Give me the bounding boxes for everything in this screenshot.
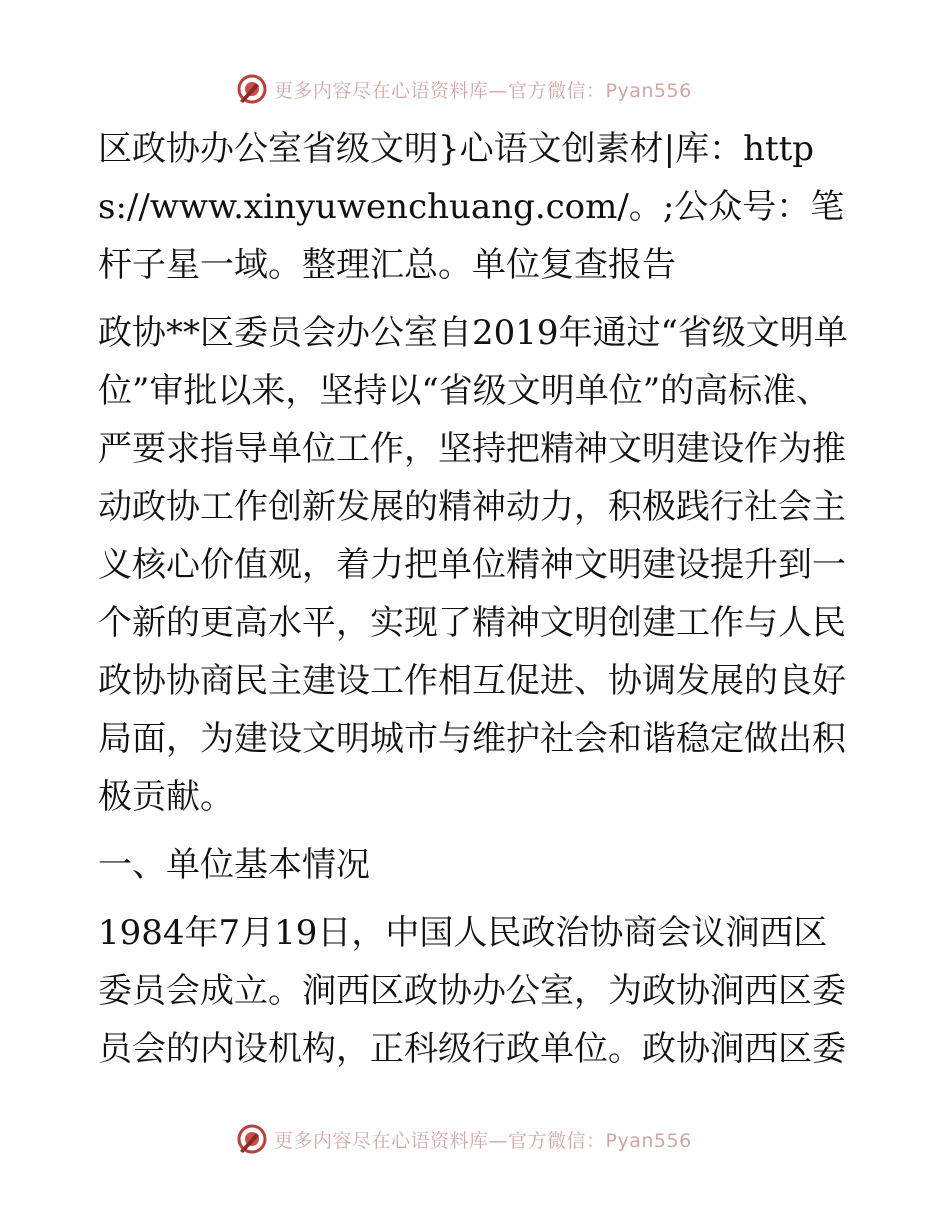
logo-icon <box>236 1123 268 1155</box>
section-heading: 一、单位基本情况 <box>98 845 370 885</box>
paragraph: 政协**区委员会办公室自2019年通过“省级文明单位”审批以来，坚持以“省级文明单位”的高标准、严要求指导单位工作，坚持把精神文明建设作为推动政协工作创新发展的精神动力，积极践行社会主义核心价值观，着力把单位精神文明建设提升到一个新的更高水平，实现了精神文明创建工作与人民政协协商民主建设工作相互促进、协调发展的良好局面，为建设文明城市与维护社会和谐稳定做出积极贡献。 <box>98 313 848 817</box>
document-title-line: 区政协办公室省级文明}心语文创素材|库：https://www.xinyuwenchuang.com/。;公众号：笔杆子星一域。整理汇总。单位复查报告 <box>98 129 845 285</box>
document-body <box>98 120 850 1088</box>
watermark-text: 更多内容尽在心语资料库—官方微信：Pyan556 <box>274 1129 692 1152</box>
watermark-text: 更多内容尽在心语资料库—官方微信：Pyan556 <box>274 79 692 102</box>
watermark-header <box>236 72 692 106</box>
paragraph: 1984年7月19日，中国人民政治协商会议涧西区委员会成立。涧西区政协办公室，为政协涧西区委员会的内设机构，正科级行政单位。政协涧西区委 <box>98 913 846 1069</box>
watermark-footer <box>236 1122 692 1156</box>
logo-icon <box>236 73 268 105</box>
